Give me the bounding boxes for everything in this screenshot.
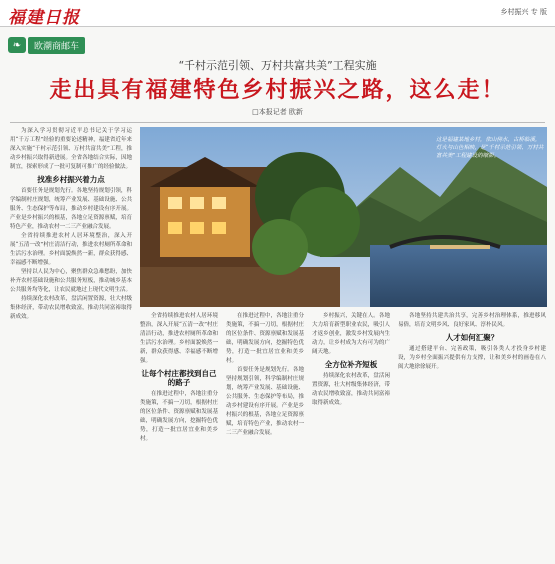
text-column-4	[312, 312, 390, 558]
paragraph: 各地坚持共建共治共享，完善乡村治理体系，推进移风易俗，培育文明乡风、良好家风、淳朴民风。	[398, 313, 546, 328]
text-column-3	[226, 312, 304, 558]
paragraph: 乡村振兴，关键在人。各地大力培育新型职业农民，吸引人才返乡创业，激发乡村发展内生动力，让乡村成为大有可为的广阔天地。	[312, 313, 390, 355]
article-headline: 走出具有福建特色乡村振兴之路，这么走！	[49, 78, 506, 103]
column-bar	[8, 36, 85, 54]
divider	[10, 122, 545, 123]
section-heading: 让每个村庄都找到自己的路子	[141, 369, 217, 387]
photo-caption: 这是福建某地乡村，依山傍水，古桥临溪，灯火与山色相映，是“千村示范引领、万村共富共美”工程建设的缩影。	[436, 137, 544, 159]
article-subtitle: “千村示范引领、万村共富共美”工程实施	[178, 59, 377, 72]
paragraph: 持续深化农村改革，盘活闲置资源，壮大村级集体经济，带动农民增收致富，推动共同富裕取得新成效。	[10, 296, 132, 320]
page-header-info: 乡村振兴 专 版	[500, 8, 547, 16]
section-heading: 全方位补齐短板	[324, 360, 378, 369]
section-heading: 找准乡村振兴着力点	[37, 175, 105, 184]
paragraph: 全省持续推进农村人居环境整治，深入开展“五清一改”村庄清洁行动，推进农村厕所革命和生活污水治理。乡村面貌焕然一新，群众获得感、幸福感不断增强。	[140, 313, 218, 364]
paragraph: 坚持以人民为中心，聚焦群众急难愁盼，加快补齐农村基础设施和公共服务短板，推动城乡基本公共服务均等化，让农民就地过上现代文明生活。	[10, 269, 132, 293]
paragraph: 在推进过程中，各地注重分类施策，不搞一刀切，根据村庄的区位条件、资源禀赋和发展基础，明确发展方向，挖掘特色优势，打造一批宜居宜业和美乡村。	[140, 391, 218, 442]
article-byline: □本报记者 欧新	[252, 108, 303, 116]
text-column-5	[398, 312, 546, 558]
newspaper-logo: 福建日报	[8, 8, 80, 28]
leaf-icon: ❧	[8, 37, 26, 53]
paragraph: 在推进过程中，各地注重分类施策，不搞一刀切，根据村庄的区位条件、资源禀赋和发展基础，明确发展方向，挖掘特色优势，打造一批宜居宜业和美乡村。	[226, 313, 304, 364]
paragraph: 首要任务是规划先行。各地坚持规划引领，科学编制村庄规划，统筹产业发展、基础设施、公共服务、生态保护等布局，推动乡村建设有序开展。产业是乡村振兴的根基，各地立足资源禀赋，培育特色产业，推动农村一二三产业融合发展。	[226, 367, 304, 436]
paragraph: 持续深化农村改革，盘活闲置资源，壮大村级集体经济，带动农民增收致富，推动共同富裕取得新成效。	[312, 373, 390, 406]
text-column-1	[10, 127, 132, 557]
paragraph: 通过搭建平台、完善政策，吸引各类人才投身乡村建设，为乡村全面振兴提供有力支撑，让和美乡村的画卷在八闽大地徐徐展开。	[398, 346, 546, 370]
masthead	[0, 0, 555, 27]
text-column-2	[140, 312, 218, 558]
paragraph: 全省持续推进农村人居环境整治，深入开展“五清一改”村庄清洁行动，推进农村厕所革命和生活污水治理。乡村面貌焕然一新，群众获得感、幸福感不断增强。	[10, 233, 132, 266]
paragraph: 首要任务是规划先行。各地坚持规划引领，科学编制村庄规划，统筹产业发展、基础设施、公共服务、生态保护等布局，推动乡村建设有序开展。产业是乡村振兴的根基，各地立足资源禀赋，培育特色产业，推动农村一二三产业融合发展。	[10, 188, 132, 230]
section-heading: 人才如何汇聚？	[445, 333, 499, 342]
paragraph: 为深入学习贯彻习近平总书记关于学习运用“千万工程”经验的重要论述精神，福建省近年来深入实施“千村示范引领、万村共富共美”工程，推动乡村振兴取得新进展。全省各地结合实际，因地制宜，探索形成了一批可复制可推广的经验做法。	[10, 128, 132, 170]
column-tag: 欧潮商邮车	[28, 37, 85, 54]
